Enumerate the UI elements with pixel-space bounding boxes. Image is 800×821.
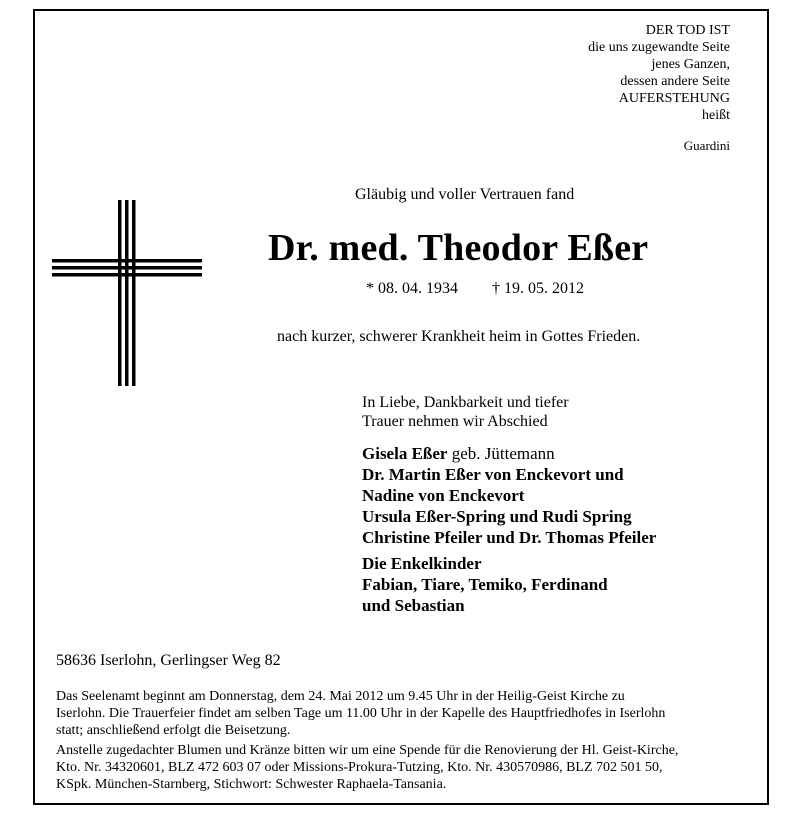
mourner-line (362, 443, 656, 464)
mourner-maiden-name: geb. Jüttemann (447, 444, 555, 463)
service-line: statt; anschließend erfolgt die Beisetzung. (56, 723, 291, 738)
farewell-text (362, 393, 569, 431)
mourner-line: Ursula Eßer-Spring und Rudi Spring (362, 507, 632, 526)
family-address: 58636 Iserlohn, Gerlingser Weg 82 (56, 652, 281, 669)
deceased-name: Dr. med. Theodor Eßer (268, 227, 649, 269)
grandchildren-line: und Sebastian (362, 596, 465, 615)
mourner-line: Christine Pfeiler und Dr. Thomas Pfeiler (362, 528, 657, 547)
mourner-line: Nadine von Enckevort (362, 486, 525, 505)
quote-author: Guardini (683, 138, 730, 153)
birth-date: * 08. 04. 1934 (366, 280, 458, 297)
mourner-name: Gisela Eßer (362, 444, 448, 463)
quote-line: jenes Ganzen, (651, 57, 730, 72)
quote-line: die uns zugewandte Seite (588, 40, 730, 55)
quote-block (588, 22, 730, 124)
quote-line: AUFERSTEHUNG (618, 91, 730, 106)
donation-line: Anstelle zugedachter Blumen und Kränze bitten wir um eine Spende für die Renovierung der Hl. Geist-Kirche, (56, 743, 679, 758)
donation-line: Kto. Nr. 34320601, BLZ 472 603 07 oder Missions-Prokura-Tutzing, Kto. Nr. 430570986, BLZ 702 501 50, (56, 760, 663, 775)
quote-line: dessen andere Seite (620, 74, 730, 89)
farewell-line: Trauer nehmen wir Abschied (362, 413, 548, 430)
donation-line: KSpk. München-Starnberg, Stichwort: Schwester Raphaela-Tansania. (56, 777, 447, 792)
grandchildren-heading: Die Enkelkinder (362, 554, 482, 573)
grandchildren-line: Fabian, Tiare, Temiko, Ferdinand (362, 575, 608, 594)
passing-phrase: nach kurzer, schwerer Krankheit heim in Gottes Frieden. (277, 328, 641, 345)
mourners-list (362, 443, 656, 548)
farewell-line: In Liebe, Dankbarkeit und tiefer (362, 394, 569, 411)
grandchildren-list (362, 553, 608, 616)
quote-line: DER TOD IST (645, 23, 730, 38)
mourner-line: Dr. Martin Eßer von Enckevort und (362, 465, 624, 484)
service-line: Iserlohn. Die Trauerfeier findet am selben Tage um 11.00 Uhr in der Kapelle des Hauptfriedhofes in Iserlohn (56, 706, 666, 721)
intro-text: Gläubig und voller Vertrauen fand (355, 186, 575, 203)
quote-line: heißt (702, 108, 730, 123)
service-info (56, 688, 746, 739)
death-date: † 19. 05. 2012 (492, 280, 584, 297)
donation-info (56, 742, 746, 793)
cross-icon (52, 200, 202, 386)
service-line: Das Seelenamt beginnt am Donnerstag, dem 24. Mai 2012 um 9.45 Uhr in der Heilig-Geist Kirche zu (56, 689, 625, 704)
